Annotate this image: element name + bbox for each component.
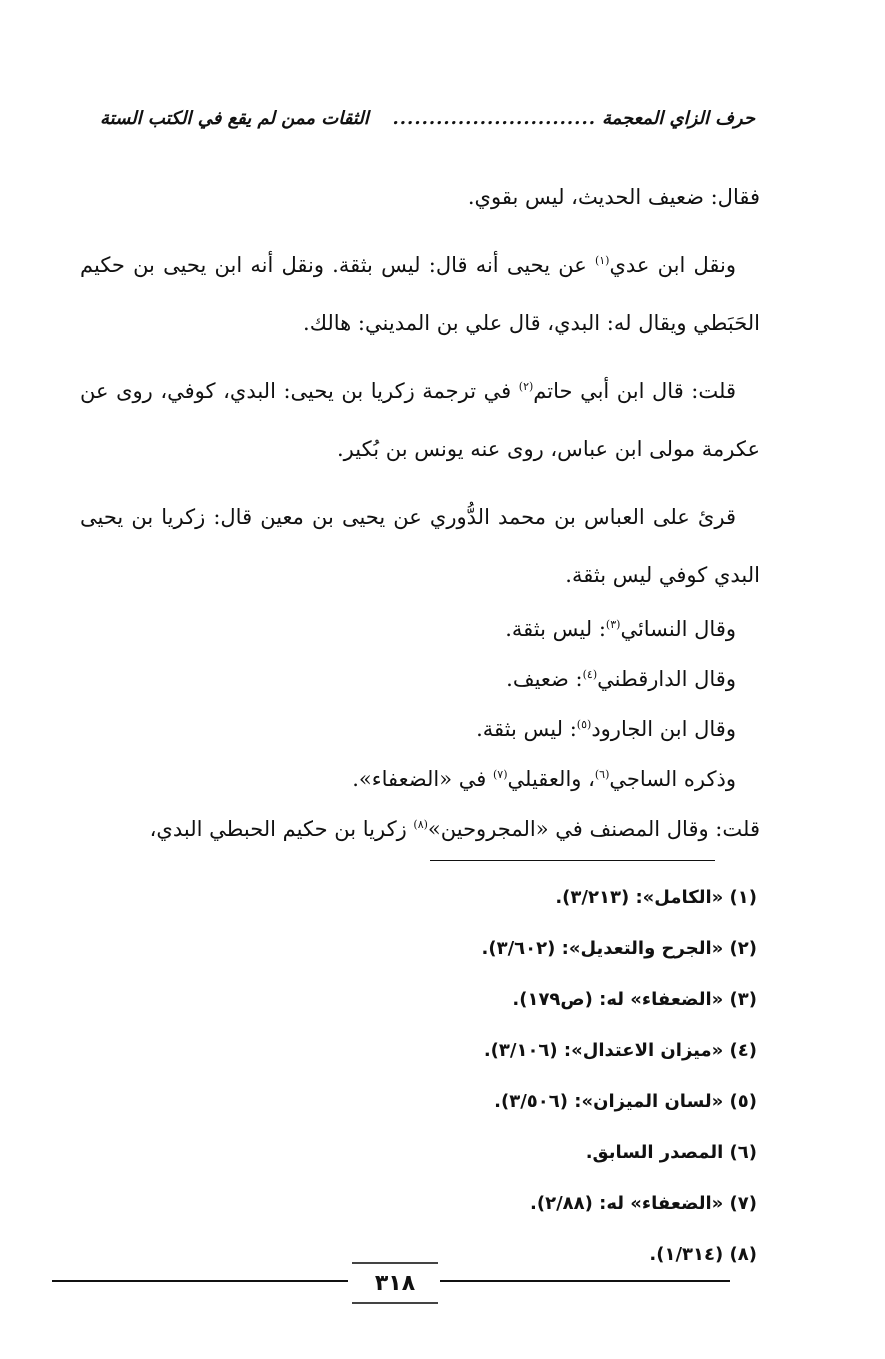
footnote-8: (٨) (١/٣١٤). [649, 1244, 757, 1265]
footnote-ref-1: (١) [594, 254, 610, 267]
footer-line-right [440, 1280, 730, 1282]
footnote-ref-3: (٣) [605, 618, 621, 631]
line-nasai: وقال النسائي$^{(٣)}$: ليس بثقة. [505, 617, 736, 641]
footnote-6: (٦) المصدر السابق. [585, 1142, 757, 1163]
main-text [80, 168, 760, 854]
footnote-separator [430, 860, 715, 861]
footer-line-left [52, 1280, 348, 1282]
footnote-ref-4: (٤) [582, 668, 598, 681]
paragraph-3: قلت: قال ابن أبي حاتم$^{(٢)}$ في ترجمة زكريا بن يحيى: البدي، كوفي، روى عن عكرمة مولى ابن عباس، روى عنه يونس بن بُكير. [80, 379, 760, 461]
footnote-ref-7: (٧) [492, 768, 508, 781]
line-jarud: وقال ابن الجارود$^{(٥)}$: ليس بثقة. [476, 717, 736, 741]
footnote-ref-8: (٨) [413, 818, 428, 831]
footnote-3: (٣) «الضعفاء» له: (ص١٧٩). [512, 989, 757, 1010]
line-daraqutni: وقال الدارقطني$^{(٤)}$: ضعيف. [506, 667, 736, 691]
header-book-title: الثقات ممن لم يقع في الكتب الستة [100, 108, 369, 129]
footnote-ref-6: (٦) [594, 768, 610, 781]
footnotes [100, 872, 757, 1280]
footnote-2: (٢) «الجرح والتعديل»: (٣/٦٠٢). [481, 938, 757, 959]
header-dots: ............................ [392, 108, 596, 129]
footnote-5: (٥) «لسان الميزان»: (٣/٥٠٦). [494, 1091, 757, 1112]
footnote-ref-2: (٢) [518, 380, 534, 393]
header-chapter: حرف الزاي المعجمة [601, 108, 755, 129]
footnote-7: (٧) «الضعفاء» له: (٢/٨٨). [530, 1193, 757, 1214]
line-saji: وذكره الساجي$^{(٦)}$، والعقيلي$^{(٧)}$ في «الضعفاء». [352, 767, 736, 791]
paragraph-1: فقال: ضعيف الحديث، ليس بقوي. [467, 185, 760, 209]
paragraph-4: قرئ على العباس بن محمد الدُّوري عن يحيى بن معين قال: زكريا بن يحيى البدي كوفي ليس بثقة. [80, 505, 760, 587]
paragraph-2: ونقل ابن عدي$^{(١)}$ عن يحيى أنه قال: ليس بثقة. ونقل أنه ابن يحيى بن حكيم الحَبَطي ويقال له: البدي، قال علي بن المديني: هالك. [80, 253, 760, 335]
running-header [100, 108, 755, 142]
footnote-4: (٤) «ميزان الاعتدال»: (٣/١٠٦). [483, 1040, 757, 1061]
footnote-1: (١) «الكامل»: (٣/٢١٣). [555, 887, 757, 908]
footnote-ref-5: (٥) [576, 718, 592, 731]
line-musannif: قلت: وقال المصنف في «المجروحين»$^{(٨)}$ زكريا بن حكيم الحبطي البدي، [149, 817, 760, 841]
page-number: ٣١٨ [352, 1262, 438, 1304]
